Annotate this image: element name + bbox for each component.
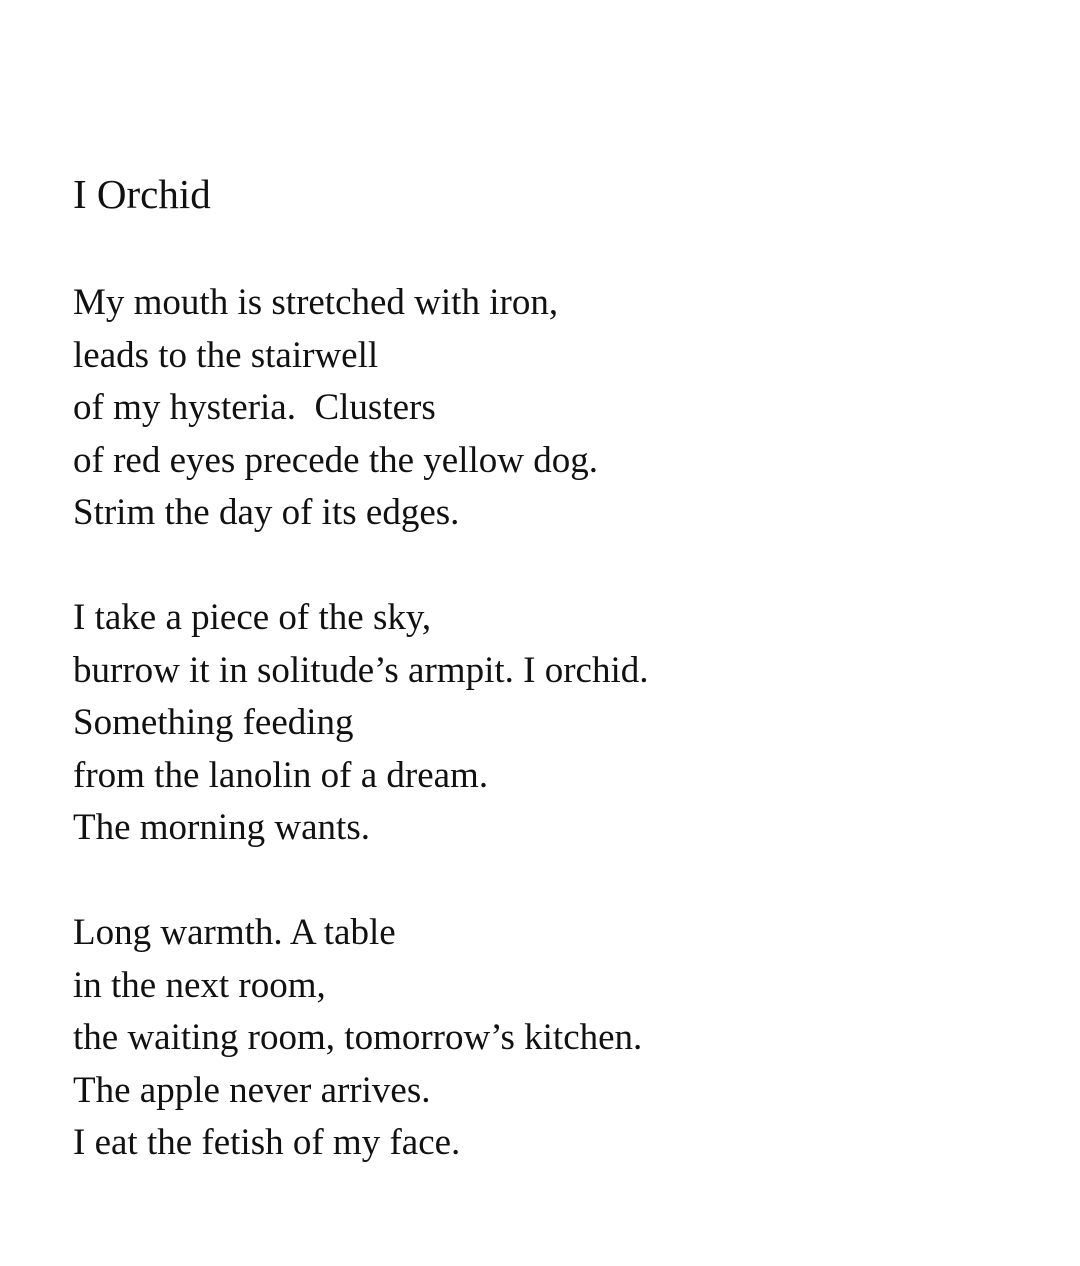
- poem-line: leads to the stairwell: [73, 334, 379, 376]
- poem-line: from the lanolin of a dream.: [73, 754, 489, 796]
- poem-title: I Orchid: [73, 171, 211, 217]
- poem-line: Strim the day of its edges.: [73, 492, 460, 533]
- poem-line: the waiting room, tomorrow’s kitchen.: [73, 1017, 643, 1058]
- poem-line: of my hysteria. Clusters: [73, 387, 436, 428]
- poem-line: I take a piece of the sky,: [73, 597, 432, 638]
- poem-line: The apple never arrives.: [73, 1069, 431, 1111]
- poem-line: I eat the fetish of my face.: [73, 1122, 461, 1163]
- poem-line: Long warmth. A table: [73, 912, 396, 953]
- poem-line: My mouth is stretched with iron,: [73, 282, 559, 323]
- stanza-1: [73, 277, 598, 540]
- poem-line: in the next room,: [73, 964, 326, 1006]
- poem-line: Something feeding: [73, 702, 354, 743]
- poem-line: of red eyes precede the yellow dog.: [73, 439, 598, 481]
- stanza-2: [73, 592, 648, 855]
- poem-line: The morning wants.: [73, 807, 370, 848]
- poem-line: burrow it in solitude’s armpit. I orchid.: [73, 649, 649, 691]
- stanza-3: [73, 907, 642, 1170]
